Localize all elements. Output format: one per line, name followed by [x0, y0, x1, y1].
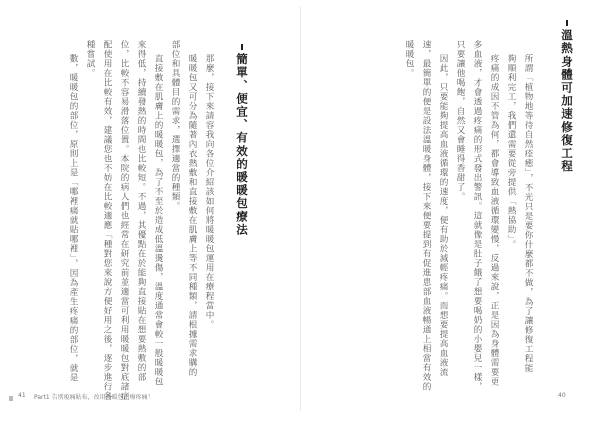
left-page-number: 41 — [18, 392, 26, 399]
left-col-8: 種嘗試。 — [85, 40, 95, 78]
left-col-7: 配使用在比較有效，建議您也不妨在比較適應「種對您來說方便好用之後，逐步進行各 — [102, 40, 112, 401]
left-col-4: 直接敷在肌膚上的暖暖包，為了不至於造成低溫燙傷，溫度通常會較一般暖暖包 — [153, 54, 163, 387]
right-col-5: 只要讓他喝飽，自然又會睡得香甜了。 — [455, 40, 465, 202]
right-page-number: 40 — [558, 392, 566, 399]
running-footer: Part1 告別痠痛貼布，改用暖暖包治療疼痛！ — [34, 394, 154, 401]
heading-bullet — [241, 44, 243, 50]
left-page-heading: 簡單、便宜、有效的暖暖包療法 — [234, 44, 250, 236]
left-col-9: 數，暖暖包的部位，原則上是「哪裡痛就貼哪裡」，因為產生疼痛的部位，就是 — [68, 54, 78, 383]
right-col-6: 因此，只要能夠提高血液循環的速度，便有助於減輕疼痛。而想要提高血液流 — [438, 54, 448, 377]
right-col-3: 疼痛的成因不管為何，都會導致血液循環變慢，反過來說，正是因為身體需要更 — [489, 54, 499, 387]
left-col-6: 位，比較不容易滑落位置。本院的病人們也經常在研究前並適當可利用暖暖包對底諸症 — [119, 40, 129, 401]
right-col-7: 速，最簡單的便是設法溫暖身體，接下來便要提到有促進患部血液暢通上相當有效的 — [421, 40, 431, 392]
right-col-1: 所謂「植物地等待自然痊癒」，不光只是要你什麼都不做，為了讓修復工程能 — [523, 54, 533, 373]
page-gutter — [300, 6, 301, 411]
right-col-2: 夠順利完工，我們還需要從旁提供「熱協助」。 — [506, 54, 516, 250]
left-col-3: 部位和具體目的需求，選擇適當的種類。 — [170, 40, 180, 211]
left-col-5: 來得低，持續發熱的時間也比較短。不過，其優點在於能夠直接貼在想要熱敷的部 — [136, 40, 146, 382]
footer-marker — [9, 396, 13, 401]
right-col-4: 多血液，才會透過疼痛的形式發出警訊。這就像是肚子餓了想要喝奶的小嬰兒一樣， — [472, 40, 482, 392]
left-col-2: 暖暖包又可分為隨著內衣熱敷和直接敷在肌膚上等不同種類，請根據需求購的 — [187, 54, 197, 377]
heading-bullet — [566, 20, 568, 26]
right-col-8: 暖暖包。 — [404, 40, 414, 78]
left-col-1: 那麼，接下來請容我向各位介紹該如何將暖暖包運用在療程當中。 — [204, 54, 214, 330]
right-page-heading: 溫熱身體可加速修復工程 — [559, 20, 575, 173]
